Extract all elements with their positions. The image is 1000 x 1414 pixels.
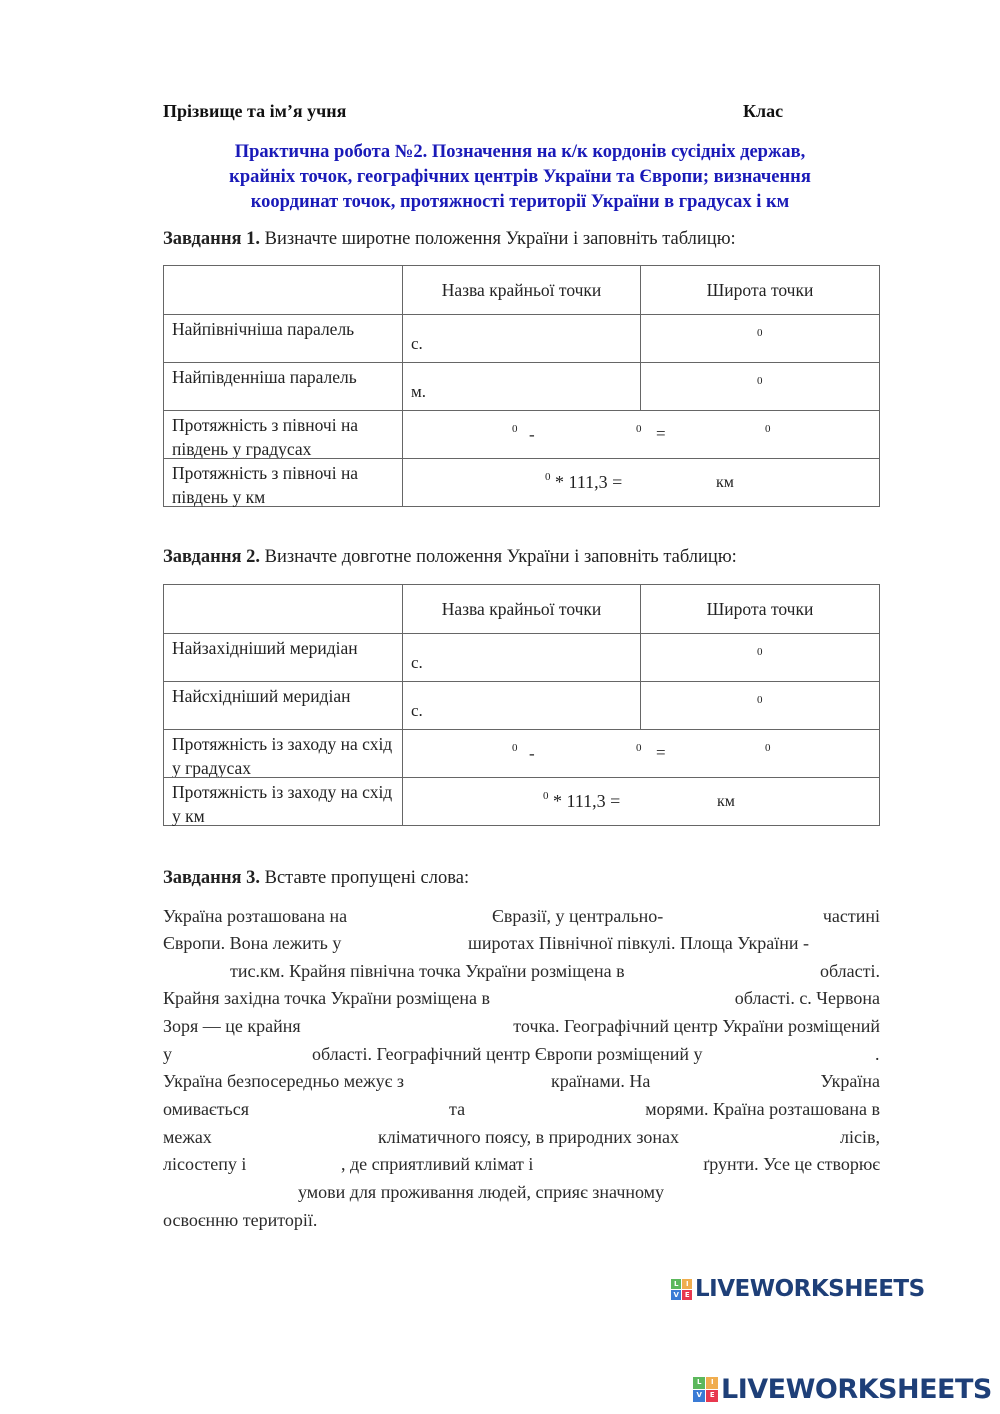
text-segment: ґрунти. Усе це створює <box>702 1154 880 1174</box>
text-segment: Зоря — це крайня <box>163 1016 301 1036</box>
coordinate-input[interactable] <box>641 682 879 729</box>
column-header: Широта точки <box>706 598 814 619</box>
table-header-row <box>164 266 879 314</box>
title-line: Практична робота №2. Позначення на к/к кордонів сусідніх держав, <box>234 142 806 162</box>
extent-km-inputs[interactable] <box>403 778 879 825</box>
degree-mark: 0 <box>765 423 771 435</box>
row-label: Протяжність із заходу на схід у градусах <box>172 734 393 778</box>
text-segment: Крайня західна точка України розміщена в <box>163 988 490 1008</box>
text-segment: умови для проживання людей, сприяє значному <box>298 1182 665 1202</box>
text-segment: широтах Північної півкулі. Площа України - <box>468 933 809 953</box>
table-row <box>164 410 879 458</box>
column-header: Широта точки <box>706 279 814 300</box>
km-unit: км <box>716 474 734 491</box>
degree-mark: 0 <box>757 694 763 706</box>
title-line: крайніх точок, географічних центрів України та Європи; визначення <box>229 167 811 187</box>
degree-mark: 0 <box>512 742 518 754</box>
text-segment: , де сприятливий клімат і <box>341 1154 534 1174</box>
row-label: Найсхідніший меридіан <box>172 686 351 706</box>
logo-text: LIVEWORKSHEETS <box>721 1374 992 1405</box>
student-name-label: Прізвище та ім’я учня <box>163 101 347 121</box>
extent-degrees-inputs[interactable] <box>403 411 879 458</box>
text-segment: точка. Географічний центр України розміщений <box>513 1016 880 1036</box>
text-segment: омивається <box>163 1099 250 1119</box>
table-row <box>164 729 879 777</box>
text-segment: Україна безпосередньо межує з <box>163 1071 404 1091</box>
point-name-input[interactable] <box>403 363 641 410</box>
text-segment: області. <box>819 961 880 981</box>
row-label: Найзахідніший меридіан <box>172 638 358 658</box>
text-segment: Україна <box>820 1071 880 1091</box>
table-row <box>164 681 879 729</box>
text-segment: лісостепу і <box>163 1154 247 1174</box>
row-label: Протяжність з півночі на південь у градусах <box>172 415 359 459</box>
degree-mark: 0 <box>512 423 518 435</box>
formula: * 111,3 = <box>555 472 623 492</box>
logo-letter: I <box>706 1377 718 1389</box>
logo-letter: I <box>682 1279 692 1289</box>
degree-mark: 0 <box>757 646 763 658</box>
text-segment: . <box>875 1044 880 1064</box>
equals-sign: = <box>656 743 666 762</box>
text-segment: частині <box>822 906 880 926</box>
logo-letter: E <box>706 1390 718 1402</box>
task1-text: Визначте широтне положення України і заповніть таблицю: <box>259 229 736 249</box>
text-segment: Євразії, у центрально- <box>492 906 664 926</box>
logo-letter: E <box>682 1290 692 1300</box>
text-segment: Європи. Вона лежить у <box>163 933 342 953</box>
degree-mark: 0 <box>636 423 642 435</box>
text-segment: межах <box>163 1127 212 1147</box>
table-header-row <box>164 585 879 633</box>
text-segment: тис.км. Крайня північна точка України розміщена в <box>230 961 625 981</box>
table-row <box>164 777 879 825</box>
title-line: координат точок, протяжності території України в градусах і км <box>250 192 790 212</box>
table-row <box>164 633 879 681</box>
prefix: с. <box>411 653 423 672</box>
row-label: Найпівнічніша паралель <box>172 319 355 339</box>
logo-letter: V <box>693 1390 705 1402</box>
minus-sign: - <box>529 425 535 444</box>
task2-text: Визначте довготне положення України і заповніть таблицю: <box>259 547 737 567</box>
degree-mark: 0 <box>765 742 771 754</box>
text-segment: лісів, <box>840 1127 880 1147</box>
text-segment: морями. Країна розташована в <box>645 1099 880 1119</box>
point-name-input[interactable] <box>403 682 641 729</box>
point-name-input[interactable] <box>403 315 641 362</box>
text-segment: у <box>163 1044 172 1064</box>
text-segment: та <box>449 1099 466 1119</box>
minus-sign: - <box>529 744 535 763</box>
task1-label: Завдання 1. <box>163 229 260 249</box>
task1-heading <box>163 229 736 250</box>
page-title <box>150 140 890 215</box>
degree-mark: 0 <box>757 327 763 339</box>
coordinate-input[interactable] <box>641 634 879 681</box>
degree-mark: 0 <box>636 742 642 754</box>
row-label: Протяжність із заходу на схід у км <box>172 782 393 826</box>
table-row <box>164 458 879 506</box>
text-segment: освоєнню території. <box>163 1210 318 1230</box>
text-segment: області. с. Червона <box>734 988 880 1008</box>
task3-label: Завдання 3. <box>163 868 260 888</box>
extent-degrees-inputs[interactable] <box>403 730 879 777</box>
logo-squares-icon <box>693 1377 718 1402</box>
degree-mark: 0 <box>757 375 763 387</box>
table-row <box>164 314 879 362</box>
liveworksheets-logo <box>671 1276 925 1302</box>
longitude-table <box>163 584 880 826</box>
degree-mark: 0 <box>543 790 549 802</box>
logo-text: LIVEWORKSHEETS <box>695 1276 925 1302</box>
equals-sign: = <box>656 424 666 443</box>
table-row <box>164 362 879 410</box>
degree-mark: 0 <box>545 471 551 483</box>
formula: * 111,3 = <box>553 791 621 811</box>
logo-squares-icon <box>671 1279 692 1300</box>
task3-heading <box>163 868 469 889</box>
logo-letter: V <box>671 1290 681 1300</box>
row-label: Найпівденніша паралель <box>172 367 357 387</box>
text-segment: країнами. На <box>551 1071 651 1091</box>
text-segment: кліматичного поясу, в природних зонах <box>378 1127 679 1147</box>
latitude-input[interactable] <box>641 363 879 410</box>
km-unit: км <box>717 793 735 810</box>
extent-km-inputs[interactable] <box>403 459 879 506</box>
column-header: Назва крайньої точки <box>441 598 602 619</box>
logo-letter: L <box>693 1377 705 1389</box>
class-label: Клас <box>743 101 784 121</box>
prefix: с. <box>411 334 423 353</box>
latitude-input[interactable] <box>641 315 879 362</box>
text-segment: Україна розташована на <box>163 906 348 926</box>
latitude-table <box>163 265 880 507</box>
task2-heading <box>163 547 737 568</box>
row-label: Протяжність з півночі на південь у км <box>172 463 359 507</box>
task3-text: Вставте пропущені слова: <box>259 868 470 888</box>
logo-letter: L <box>671 1279 681 1289</box>
liveworksheets-logo-footer <box>693 1374 992 1405</box>
text-segment: області. Географічний центр Європи розміщений у <box>312 1044 703 1064</box>
prefix: м. <box>411 382 427 401</box>
prefix: с. <box>411 701 423 720</box>
column-header: Назва крайньої точки <box>441 279 602 300</box>
task2-label: Завдання 2. <box>163 547 260 567</box>
point-name-input[interactable] <box>403 634 641 681</box>
